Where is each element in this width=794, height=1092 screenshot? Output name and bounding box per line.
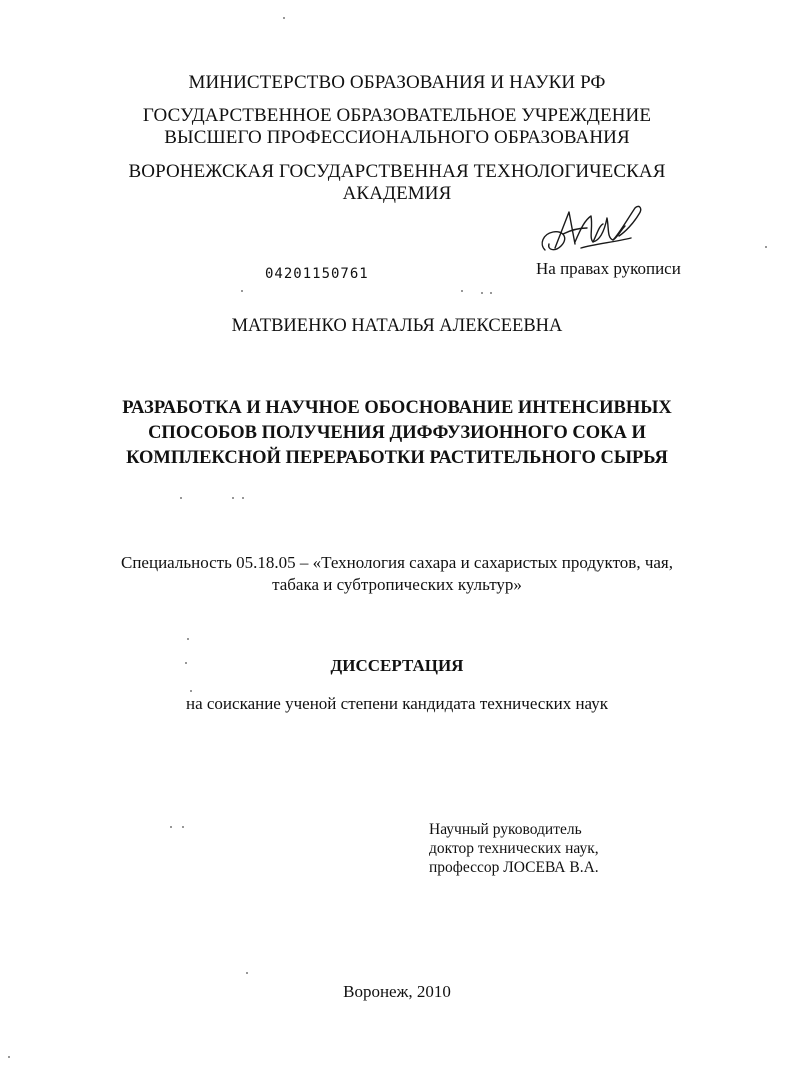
scan-speck bbox=[765, 246, 767, 248]
institution-heading-line2: ВЫСШЕГО ПРОФЕССИОНАЛЬНОГО ОБРАЗОВАНИЯ bbox=[164, 127, 630, 148]
specialty-line2: табака и субтропических культур» bbox=[272, 575, 522, 594]
scan-speck bbox=[461, 290, 463, 292]
institution-heading-line1: ГОСУДАРСТВЕННОЕ ОБРАЗОВАТЕЛЬНОЕ УЧРЕЖДЕНИЕ bbox=[142, 105, 652, 126]
dissertation-title-line1: РАЗРАБОТКА И НАУЧНОЕ ОБОСНОВАНИЕ ИНТЕНСИВНЫХ bbox=[122, 398, 672, 418]
scan-speck bbox=[232, 497, 234, 499]
scan-speck bbox=[187, 638, 189, 640]
ministry-heading: МИНИСТЕРСТВО ОБРАЗОВАНИЯ И НАУКИ РФ bbox=[188, 72, 606, 93]
scan-speck bbox=[283, 17, 285, 19]
scan-speck bbox=[8, 1056, 10, 1058]
academy-heading-line1: ВОРОНЕЖСКАЯ ГОСУДАРСТВЕННАЯ ТЕХНОЛОГИЧЕСКАЯ bbox=[128, 161, 666, 182]
supervisor-role: Научный руководитель bbox=[429, 821, 582, 838]
scan-speck bbox=[241, 290, 243, 292]
supervisor-name: профессор ЛОСЕВА В.А. bbox=[429, 859, 599, 876]
registration-number: 04201150761 bbox=[265, 266, 369, 282]
scan-speck bbox=[170, 826, 172, 828]
scan-speck bbox=[190, 690, 192, 692]
scan-speck bbox=[180, 497, 182, 499]
signature-icon bbox=[535, 198, 647, 260]
scan-speck bbox=[481, 292, 483, 294]
rights-notice: На правах рукописи bbox=[536, 259, 681, 278]
specialty-line1: Специальность 05.18.05 – «Технология сахара и сахаристых продуктов, чая, bbox=[121, 553, 673, 572]
scan-speck bbox=[246, 972, 248, 974]
place-year: Воронеж, 2010 bbox=[343, 982, 451, 1001]
author-name: МАТВИЕНКО НАТАЛЬЯ АЛЕКСЕЕВНА bbox=[231, 316, 563, 336]
dissertation-title-line2: СПОСОБОВ ПОЛУЧЕНИЯ ДИФФУЗИОННОГО СОКА И bbox=[148, 423, 646, 443]
dissertation-title-line3: КОМПЛЕКСНОЙ ПЕРЕРАБОТКИ РАСТИТЕЛЬНОГО СЫРЬЯ bbox=[126, 448, 668, 468]
academy-heading-line2: АКАДЕМИЯ bbox=[342, 183, 452, 204]
scan-speck bbox=[242, 497, 244, 499]
scan-speck bbox=[182, 826, 184, 828]
degree-sought: на соискание ученой степени кандидата технических наук bbox=[185, 694, 608, 713]
supervisor-degree: доктор технических наук, bbox=[429, 840, 599, 857]
document-type: ДИССЕРТАЦИЯ bbox=[330, 656, 464, 675]
scan-speck bbox=[490, 292, 492, 294]
